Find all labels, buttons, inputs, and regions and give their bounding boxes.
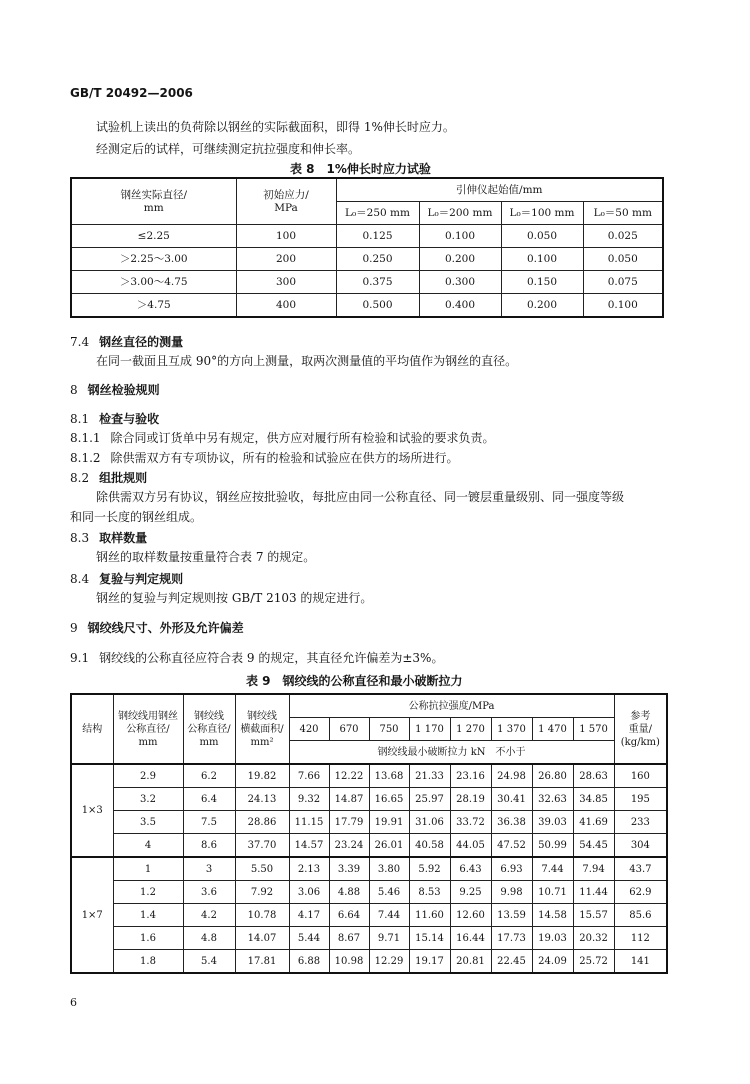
t9-cell: 4.2 bbox=[183, 904, 235, 927]
t8-cell: 200 bbox=[236, 248, 336, 271]
t9-cell: 28.63 bbox=[573, 764, 614, 788]
t9-cell: 16.65 bbox=[369, 788, 409, 811]
t9-cell: 37.70 bbox=[235, 834, 289, 858]
t8-cell: 300 bbox=[236, 271, 336, 294]
t9-row bbox=[71, 927, 667, 950]
page-number: 6 bbox=[70, 996, 77, 1009]
table-9 bbox=[70, 693, 668, 974]
section-8-2-heading bbox=[70, 469, 147, 487]
t9-cell: 112 bbox=[614, 927, 667, 950]
t9-cell: 8.53 bbox=[409, 881, 450, 904]
t9-cell: 32.63 bbox=[532, 788, 573, 811]
t9-cell: 20.32 bbox=[573, 927, 614, 950]
t8-header-diameter-l2: mm bbox=[143, 201, 164, 214]
t9-grade-cell: 1 470 bbox=[532, 718, 573, 741]
t9-cell: 25.72 bbox=[573, 950, 614, 974]
t9-cell: 195 bbox=[614, 788, 667, 811]
t9-cell: 3.80 bbox=[369, 857, 409, 881]
t9-cell: 10.98 bbox=[329, 950, 369, 974]
t9-cell: 4.8 bbox=[183, 927, 235, 950]
t9-header-ref-l3: (kg/km) bbox=[620, 736, 660, 748]
section-text: 钢绞线的公称直径应符合表 9 的规定，其直径允许偏差为±3%。 bbox=[99, 651, 444, 665]
t9-header-dia-l2: 公称直径/ bbox=[187, 723, 231, 735]
section-title: 钢丝检验规则 bbox=[87, 383, 160, 397]
t9-cell: 141 bbox=[614, 950, 667, 974]
t9-cell: 5.92 bbox=[409, 857, 450, 881]
t9-cell: 10.78 bbox=[235, 904, 289, 927]
t9-cell: 12.29 bbox=[369, 950, 409, 974]
t8-cell: ＞4.75 bbox=[71, 294, 236, 318]
t9-cell: 7.44 bbox=[532, 857, 573, 881]
t9-row bbox=[71, 881, 667, 904]
section-8-3-heading bbox=[70, 529, 147, 547]
section-7-4-heading bbox=[70, 333, 183, 351]
t9-cell: 5.50 bbox=[235, 857, 289, 881]
section-8-4-text: 钢丝的复验与判定规则按 GB/T 2103 的规定进行。 bbox=[96, 591, 373, 605]
t9-cell: 1.4 bbox=[113, 904, 183, 927]
t9-cell: 19.17 bbox=[409, 950, 450, 974]
t9-cell: 14.87 bbox=[329, 788, 369, 811]
t9-cell: 36.38 bbox=[491, 811, 532, 834]
t9-cell: 4 bbox=[113, 834, 183, 858]
t9-row bbox=[71, 857, 667, 881]
t9-cell: 3 bbox=[183, 857, 235, 881]
intro-line-1: 试验机上读出的负荷除以钢丝的实际截面积，即得 1%伸长时应力。 bbox=[96, 120, 455, 134]
t8-sub-header: L₀＝50 mm bbox=[583, 202, 663, 225]
t9-cell: 3.6 bbox=[183, 881, 235, 904]
section-title: 检查与验收 bbox=[99, 412, 160, 426]
section-8-1-1 bbox=[70, 429, 495, 447]
t8-sub-header: L₀＝100 mm bbox=[501, 202, 583, 225]
t9-structure-cell: 1×3 bbox=[71, 764, 113, 857]
intro-line-2: 经测定后的试样，可继续测定抗拉强度和伸长率。 bbox=[96, 142, 361, 156]
t9-row bbox=[71, 788, 667, 811]
t9-cell: 6.4 bbox=[183, 788, 235, 811]
t9-cell: 5.44 bbox=[289, 927, 329, 950]
t9-cell: 160 bbox=[614, 764, 667, 788]
t9-cell: 24.13 bbox=[235, 788, 289, 811]
t9-grade-cell: 420 bbox=[289, 718, 329, 741]
t9-grade-cell: 1 570 bbox=[573, 718, 614, 741]
t9-row bbox=[71, 811, 667, 834]
t9-structure-cell: 1×7 bbox=[71, 857, 113, 973]
t9-cell: 16.44 bbox=[450, 927, 491, 950]
t9-cell: 44.05 bbox=[450, 834, 491, 858]
section-title: 组批规则 bbox=[99, 471, 148, 485]
t8-header-stress-l1: 初始应力/ bbox=[263, 188, 309, 201]
t9-row bbox=[71, 950, 667, 974]
t8-header-gauge: 引伸仪起始值/mm bbox=[336, 178, 663, 202]
t9-cell: 3.5 bbox=[113, 811, 183, 834]
t9-cell: 33.72 bbox=[450, 811, 491, 834]
t9-cell: 24.98 bbox=[491, 764, 532, 788]
t8-body bbox=[71, 225, 663, 318]
section-8-4-heading bbox=[70, 570, 183, 588]
t9-cell: 1.2 bbox=[113, 881, 183, 904]
t9-header-strength: 公称抗拉强度/MPa bbox=[289, 694, 614, 718]
t8-cell: 0.050 bbox=[583, 248, 663, 271]
section-title: 取样数量 bbox=[99, 531, 148, 545]
t9-cell: 26.80 bbox=[532, 764, 573, 788]
t9-cell: 6.2 bbox=[183, 764, 235, 788]
table9-caption: 表 9 钢绞线的公称直径和最小破断拉力 bbox=[246, 674, 463, 688]
t8-cell: 0.125 bbox=[336, 225, 419, 248]
t9-cell: 62.9 bbox=[614, 881, 667, 904]
section-number: 9.1 bbox=[70, 651, 90, 665]
section-title: 复验与判定规则 bbox=[99, 572, 184, 586]
t9-cell: 43.7 bbox=[614, 857, 667, 881]
t9-cell: 24.09 bbox=[532, 950, 573, 974]
section-number: 8 bbox=[70, 383, 78, 397]
section-7-4-text: 在同一截面且互成 90°的方向上测量，取两次测量值的平均值作为钢丝的直径。 bbox=[96, 354, 518, 368]
t9-cell: 7.94 bbox=[573, 857, 614, 881]
t9-header-area-l2: 横截面积/ bbox=[240, 723, 284, 735]
t9-cell: 2.13 bbox=[289, 857, 329, 881]
t9-grade-cell: 1 370 bbox=[491, 718, 532, 741]
section-number: 8.1.1 bbox=[70, 431, 101, 445]
t9-cell: 9.25 bbox=[450, 881, 491, 904]
t8-cell: 0.200 bbox=[419, 248, 501, 271]
t8-cell: 0.500 bbox=[336, 294, 419, 318]
t9-cell: 233 bbox=[614, 811, 667, 834]
t9-cell: 6.43 bbox=[450, 857, 491, 881]
t9-cell: 9.71 bbox=[369, 927, 409, 950]
t8-cell: 0.300 bbox=[419, 271, 501, 294]
t9-header-structure: 结构 bbox=[71, 694, 113, 764]
t9-cell: 21.33 bbox=[409, 764, 450, 788]
t8-cell: 100 bbox=[236, 225, 336, 248]
section-8-2-line-2: 和同一长度的钢丝组成。 bbox=[70, 510, 203, 524]
t9-cell: 10.71 bbox=[532, 881, 573, 904]
t9-cell: 22.45 bbox=[491, 950, 532, 974]
t9-header-area bbox=[235, 694, 289, 764]
section-8-1-2 bbox=[70, 449, 459, 467]
t8-cell: 0.400 bbox=[419, 294, 501, 318]
section-number: 7.4 bbox=[70, 335, 90, 349]
t9-cell: 14.07 bbox=[235, 927, 289, 950]
section-number: 8.3 bbox=[70, 531, 90, 545]
t9-cell: 304 bbox=[614, 834, 667, 858]
section-text: 除合同或订货单中另有规定，供方应对履行所有检验和试验的要求负责。 bbox=[110, 431, 495, 445]
t9-cell: 41.69 bbox=[573, 811, 614, 834]
t9-cell: 4.88 bbox=[329, 881, 369, 904]
t9-cell: 17.79 bbox=[329, 811, 369, 834]
t8-header-stress-l2: MPa bbox=[274, 201, 298, 214]
t9-cell: 19.91 bbox=[369, 811, 409, 834]
t9-cell: 1.8 bbox=[113, 950, 183, 974]
section-title: 钢丝直径的测量 bbox=[99, 335, 184, 349]
t8-cell: ≤2.25 bbox=[71, 225, 236, 248]
t9-header-dia-l1: 钢绞线 bbox=[194, 710, 224, 722]
t9-cell: 19.82 bbox=[235, 764, 289, 788]
t8-header-diameter-l1: 钢丝实际直径/ bbox=[120, 188, 188, 201]
t9-grade-cell: 1 270 bbox=[450, 718, 491, 741]
t9-cell: 23.16 bbox=[450, 764, 491, 788]
t9-cell: 7.5 bbox=[183, 811, 235, 834]
t9-cell: 12.22 bbox=[329, 764, 369, 788]
t9-cell: 28.86 bbox=[235, 811, 289, 834]
section-text: 除供需双方有专项协议，所有的检验和试验应在供方的场所进行。 bbox=[110, 451, 459, 465]
t9-header-area-l1: 钢绞线 bbox=[247, 710, 277, 722]
t9-header-ref-l1: 参考 bbox=[630, 710, 651, 722]
t9-header-ref-l2: 重量/ bbox=[628, 723, 653, 735]
t8-cell: 0.150 bbox=[501, 271, 583, 294]
t9-cell: 6.93 bbox=[491, 857, 532, 881]
t8-cell: ＞2.25～3.00 bbox=[71, 248, 236, 271]
section-title: 钢绞线尺寸、外形及允许偏差 bbox=[87, 621, 244, 635]
section-9-1 bbox=[70, 649, 443, 667]
t9-cell: 34.85 bbox=[573, 788, 614, 811]
t9-header-wire-l2: 公称直径/ bbox=[126, 723, 170, 735]
t9-cell: 5.46 bbox=[369, 881, 409, 904]
t8-sub-header: L₀＝250 mm bbox=[336, 202, 419, 225]
t8-row bbox=[71, 248, 663, 271]
t9-cell: 1.6 bbox=[113, 927, 183, 950]
t8-sub-header: L₀＝200 mm bbox=[419, 202, 501, 225]
table-8 bbox=[70, 177, 664, 318]
section-8-2-line-1: 除供需双方另有协议，钢丝应按批验收，每批应由同一公称直径、同一镀层重量级别、同一强度等级 bbox=[96, 490, 625, 504]
t9-header-wire-l1: 钢绞线用钢丝 bbox=[118, 710, 178, 722]
section-number: 8.1.2 bbox=[70, 451, 101, 465]
t9-cell: 9.32 bbox=[289, 788, 329, 811]
t8-cell: 0.375 bbox=[336, 271, 419, 294]
t9-cell: 7.44 bbox=[369, 904, 409, 927]
t9-cell: 14.58 bbox=[532, 904, 573, 927]
t9-cell: 6.64 bbox=[329, 904, 369, 927]
t9-cell: 14.57 bbox=[289, 834, 329, 858]
t9-cell: 9.98 bbox=[491, 881, 532, 904]
t9-cell: 17.81 bbox=[235, 950, 289, 974]
t9-header-wire-diameter bbox=[113, 694, 183, 764]
t8-cell: 0.050 bbox=[501, 225, 583, 248]
t8-row bbox=[71, 294, 663, 318]
t9-cell: 50.99 bbox=[532, 834, 573, 858]
t9-header-area-l3: mm² bbox=[250, 736, 274, 748]
t9-cell: 25.97 bbox=[409, 788, 450, 811]
t9-cell: 13.59 bbox=[491, 904, 532, 927]
t9-cell: 11.44 bbox=[573, 881, 614, 904]
t9-cell: 31.06 bbox=[409, 811, 450, 834]
section-9-heading bbox=[70, 619, 244, 637]
t9-cell: 47.52 bbox=[491, 834, 532, 858]
t9-row bbox=[71, 904, 667, 927]
t9-cell: 3.2 bbox=[113, 788, 183, 811]
t9-header-wire-l3: mm bbox=[138, 736, 158, 748]
t9-cell: 11.60 bbox=[409, 904, 450, 927]
t8-cell: 0.025 bbox=[583, 225, 663, 248]
t9-cell: 20.81 bbox=[450, 950, 491, 974]
t9-cell: 15.14 bbox=[409, 927, 450, 950]
section-8-3-text: 钢丝的取样数量按重量符合表 7 的规定。 bbox=[96, 550, 316, 564]
t9-header-min-breaking-force: 钢绞线最小破断拉力 kN 不小于 bbox=[289, 741, 614, 765]
t9-grade-cell: 750 bbox=[369, 718, 409, 741]
t9-cell: 17.73 bbox=[491, 927, 532, 950]
t8-cell: 0.200 bbox=[501, 294, 583, 318]
t9-cell: 7.92 bbox=[235, 881, 289, 904]
section-8-heading bbox=[70, 381, 160, 399]
t9-cell: 3.39 bbox=[329, 857, 369, 881]
section-number: 8.4 bbox=[70, 572, 90, 586]
t8-header-diameter bbox=[71, 178, 236, 225]
t9-cell: 7.66 bbox=[289, 764, 329, 788]
t9-cell: 6.88 bbox=[289, 950, 329, 974]
t8-cell: 0.100 bbox=[501, 248, 583, 271]
section-number: 8.1 bbox=[70, 412, 90, 426]
t9-cell: 28.19 bbox=[450, 788, 491, 811]
t9-cell: 19.03 bbox=[532, 927, 573, 950]
t9-cell: 15.57 bbox=[573, 904, 614, 927]
t9-cell: 11.15 bbox=[289, 811, 329, 834]
t9-cell: 23.24 bbox=[329, 834, 369, 858]
t8-cell: ＞3.00～4.75 bbox=[71, 271, 236, 294]
t8-cell: 0.100 bbox=[583, 294, 663, 318]
standard-header: GB/T 20492—2006 bbox=[70, 86, 193, 100]
t9-header-reference-weight bbox=[614, 694, 667, 764]
t9-row bbox=[71, 764, 667, 788]
t9-cell: 85.6 bbox=[614, 904, 667, 927]
t9-cell: 2.9 bbox=[113, 764, 183, 788]
t9-cell: 13.68 bbox=[369, 764, 409, 788]
table8-caption: 表 8 1%伸长时应力试验 bbox=[290, 162, 431, 176]
t8-cell: 0.075 bbox=[583, 271, 663, 294]
t9-header-dia-l3: mm bbox=[199, 736, 219, 748]
t9-cell: 5.4 bbox=[183, 950, 235, 974]
t9-cell: 40.58 bbox=[409, 834, 450, 858]
t9-header-strand-diameter bbox=[183, 694, 235, 764]
t9-cell: 8.6 bbox=[183, 834, 235, 858]
t8-cell: 400 bbox=[236, 294, 336, 318]
t9-grade-cell: 1 170 bbox=[409, 718, 450, 741]
section-number: 9 bbox=[70, 621, 78, 635]
t8-header-stress bbox=[236, 178, 336, 225]
t9-cell: 54.45 bbox=[573, 834, 614, 858]
t8-cell: 0.100 bbox=[419, 225, 501, 248]
t9-body bbox=[71, 764, 667, 973]
t9-cell: 4.17 bbox=[289, 904, 329, 927]
t9-cell: 3.06 bbox=[289, 881, 329, 904]
t8-cell: 0.250 bbox=[336, 248, 419, 271]
t9-grade-cell: 670 bbox=[329, 718, 369, 741]
t9-row bbox=[71, 834, 667, 858]
t8-row bbox=[71, 225, 663, 248]
t9-cell: 12.60 bbox=[450, 904, 491, 927]
t9-cell: 30.41 bbox=[491, 788, 532, 811]
t9-cell: 1 bbox=[113, 857, 183, 881]
t9-cell: 39.03 bbox=[532, 811, 573, 834]
section-number: 8.2 bbox=[70, 471, 90, 485]
section-8-1-heading bbox=[70, 410, 159, 428]
t9-cell: 8.67 bbox=[329, 927, 369, 950]
t8-row bbox=[71, 271, 663, 294]
t9-cell: 26.01 bbox=[369, 834, 409, 858]
